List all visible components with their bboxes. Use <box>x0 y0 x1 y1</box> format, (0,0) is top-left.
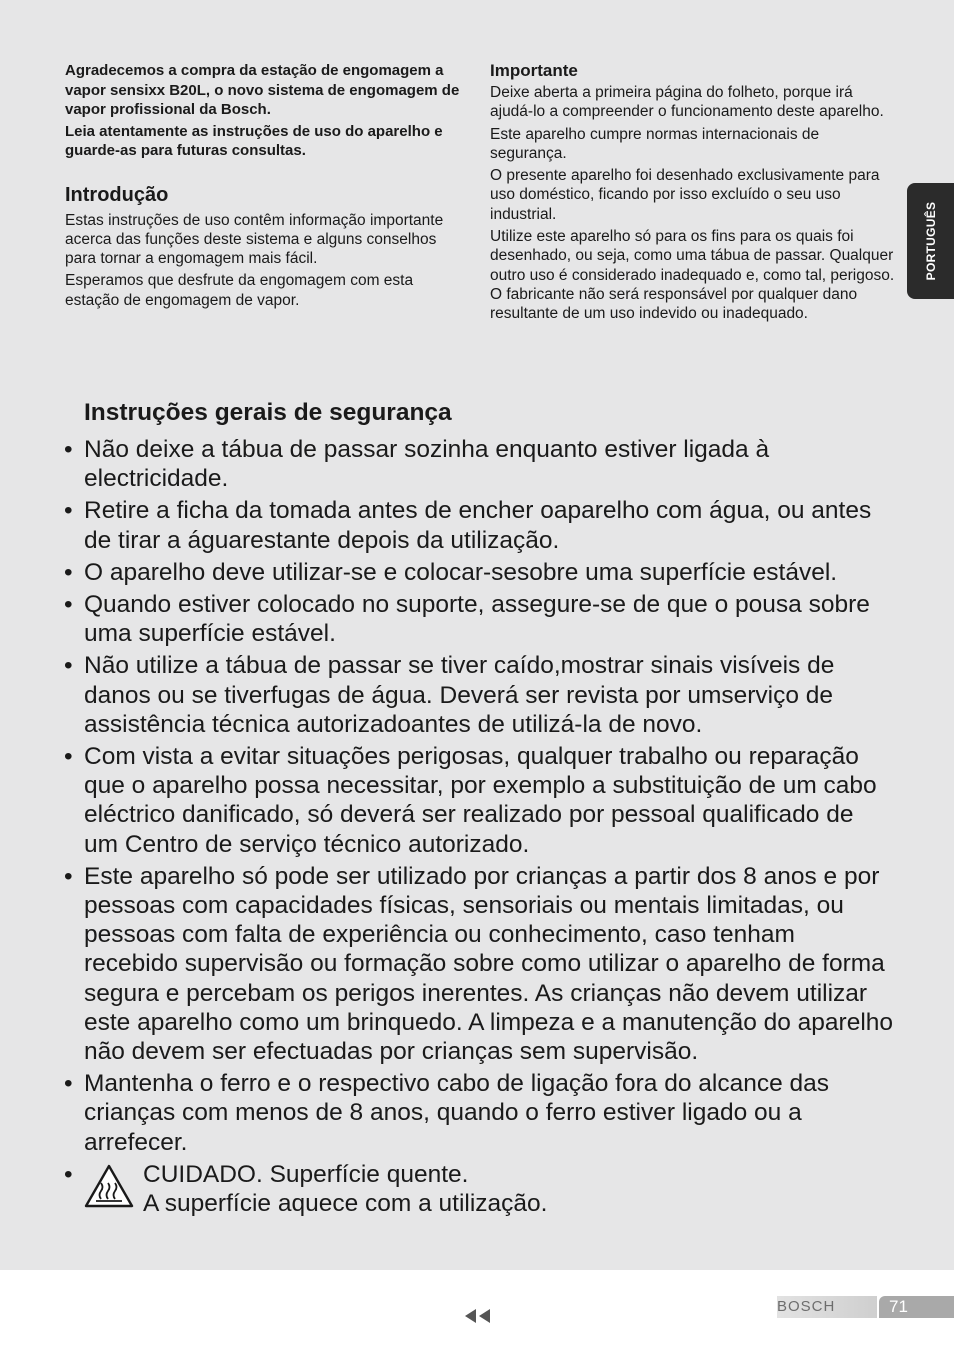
safety-item-text: Quando estiver colocado no suporte, assegure-se de que o pousa sobre uma superfície estável. <box>84 591 870 648</box>
safety-list <box>64 435 894 1221</box>
bullet-mark: • <box>64 591 73 619</box>
caution-line-2: A superfície aquece com a utilização. <box>143 1190 548 1218</box>
caution-line-1: CUIDADO. Superfície quente. <box>143 1160 469 1188</box>
language-tab <box>907 183 954 299</box>
safety-item <box>64 742 894 859</box>
safety-item-text: O aparelho deve utilizar-se e colocar-sesobre uma superfície estável. <box>84 558 838 586</box>
page-number: 71 <box>889 1297 908 1316</box>
intro-column <box>65 61 460 313</box>
safety-item <box>64 1069 894 1157</box>
important-heading: Importante <box>490 61 578 80</box>
intro-paragraph-1: Estas instruções de uso contêm informação importante acerca das funções deste sistema e alguns conselhos para tornar a engomagem mais fácil. <box>65 211 444 268</box>
safety-item <box>64 496 894 554</box>
bullet-mark: • <box>64 862 73 890</box>
important-paragraph: Este aparelho cumpre normas internacionais de segurança. <box>490 125 820 162</box>
intro-heading: Introdução <box>65 183 169 206</box>
bullet-mark: • <box>64 1070 73 1098</box>
brand-bar <box>777 1296 877 1318</box>
bullet-mark: • <box>64 743 73 771</box>
safety-item-text: Mantenha o ferro e o respectivo cabo de ligação fora do alcance das crianças com menos de 8 anos, quando o ferro estiver ligado ou a arrefecer. <box>84 1070 830 1156</box>
intro-paragraph-2: Esperamos que desfrute da engomagem com esta estação de engomagem de vapor. <box>65 272 414 309</box>
safety-item-text: Não deixe a tábua de passar sozinha enquanto estiver ligada à electricidade. <box>84 436 770 493</box>
bullet-mark: • <box>64 497 73 525</box>
safety-item-text: Não utilize a tábua de passar se tiver caído,mostrar sinais visíveis de danos ou se tiverfugas de água. Deverá ser revista por umserviço de assistência técnica autorizadoantes de utilizá-la de novo. <box>84 652 835 738</box>
safety-item <box>64 862 894 1066</box>
caution-item <box>64 1160 894 1218</box>
important-paragraph: O presente aparelho foi desenhado exclusivamente para uso doméstico, ficando por isso excluído o seu uso industrial. <box>490 167 880 223</box>
caution-block <box>84 1160 894 1218</box>
bullet-mark: • <box>64 1160 73 1188</box>
safety-heading: Instruções gerais de segurança <box>84 399 452 426</box>
important-paragraph: Deixe aberta a primeira página do folheto, porque irá ajudá-lo a compreender o funcionamento deste aparelho. <box>490 84 884 121</box>
thanks-text: Agradecemos a compra da estação de engomagem a vapor sensixx B20L, o novo sistema de engomagem de vapor profissional da Bosch. <box>65 62 460 118</box>
safety-item <box>64 435 894 493</box>
safety-item <box>64 558 894 587</box>
read-instructions-text: Leia atentamente as instruções de uso do aparelho e guarde-as para futuras consultas. <box>65 122 443 159</box>
safety-item <box>64 590 894 648</box>
bullet-mark: • <box>64 436 73 463</box>
bullet-mark: • <box>64 652 73 680</box>
safety-item-text: Retire a ficha da tomada antes de encher oaparelho com água, ou antes de tirar a águarestante depois da utilização. <box>84 497 872 554</box>
important-paragraph: Utilize este aparelho só para os fins para os quais foi desenhado, ou seja, como uma tábua de passar. Qualquer outro uso é considerado inadequado e, como tal, perigoso. O fabricante não será responsável por qualquer dano resultante de um uso indevido ou inadequado. <box>490 228 895 323</box>
double-left-arrow-icon[interactable] <box>464 1307 492 1325</box>
page-number-tab <box>879 1296 954 1318</box>
important-column <box>490 61 895 327</box>
safety-item-text: Este aparelho só pode ser utilizado por crianças a partir dos 8 anos e por pessoas com capacidades físicas, sensoriais ou mentais limitadas, ou pessoas com falta de experiência ou conhecimento, caso tenham recebido supervisão ou formação sobre como utilizar o aparelho de forma segura e percebam os perigos inerentes. As crianças não devem utilizar este aparelho como um brinquedo. A limpeza e a manutenção do aparelho não devem ser efectuadas por crianças sem supervisão. <box>84 862 894 1066</box>
safety-item <box>64 651 894 739</box>
safety-item-text: Com vista a evitar situações perigosas, qualquer trabalho ou reparação que o aparelho possa necessitar, por exemplo a substituição de um cabo eléctrico danificado, só deverá ser realizado por pessoal qualificado de um Centro de serviço técnico autorizado. <box>84 743 877 858</box>
bullet-mark: • <box>64 558 73 586</box>
hot-surface-warning-icon <box>84 1164 134 1208</box>
caution-text <box>143 1160 547 1218</box>
brand-label: BOSCH <box>777 1298 836 1315</box>
language-tab-label: PORTUGUÊS <box>923 201 938 281</box>
